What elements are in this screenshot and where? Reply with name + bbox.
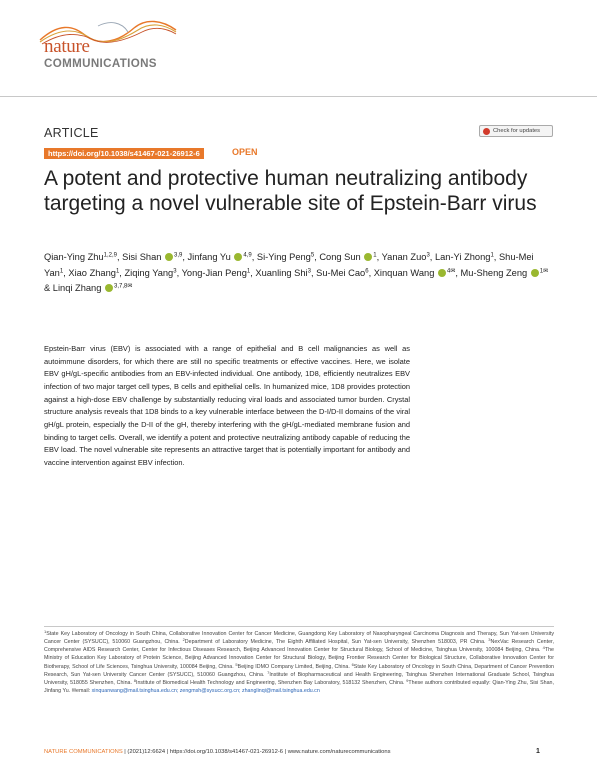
affiliation-text: State Key Laboratory of Oncology in South China, Department of Cancer Prevention Research, Sun Yat-sen University Cancer Center (SYSUCC), 510060 Guangzhou, China. (44, 663, 554, 678)
author-name-text: Yong-Jian Peng (181, 267, 247, 278)
affiliation-number: 6 (351, 661, 354, 667)
author-name-text: Xuanling Shi (255, 267, 308, 278)
footer-citation: | (2021)12:6624 | https://doi.org/10.1038/s41467-021-26912-6 | www.nature.com/naturecommunications (122, 749, 391, 755)
author-name-text: Cong Sun (319, 252, 361, 262)
page-number: 1 (536, 748, 540, 755)
author-name-text: Jinfang Yu (187, 252, 231, 262)
logo-nature-text: nature (44, 36, 90, 57)
check-updates-icon (483, 128, 490, 135)
orcid-icon[interactable] (234, 253, 242, 261)
check-for-updates-button[interactable] (479, 125, 553, 137)
affiliation-text: Department of Laboratory Medicine, The Eighth Affiliated Hospital, Sun Yat-sen University, Shenzhen 518003, PR China. (184, 639, 489, 646)
author-name-text: Lan-Yi Zhong (434, 252, 491, 262)
author-name[interactable] (44, 252, 117, 262)
page-footer (44, 749, 390, 755)
orcid-icon[interactable] (165, 253, 173, 261)
author-affiliation-sup: 6 (365, 268, 369, 274)
affiliation-number: 2 (182, 637, 185, 643)
affiliation-text: These authors contributed equally: Qian-Ying Zhu, Sisi Shan, Jinfang Yu. (44, 679, 554, 695)
affiliation-number: 5 (235, 661, 238, 667)
author-name-text: Shu-Mei Yan (44, 252, 534, 278)
author-affiliation-sup: 1 (115, 268, 120, 274)
author-name-text: Sisi Shan (122, 252, 162, 262)
author-name[interactable] (53, 283, 133, 293)
author-affiliation-sup: 3 (426, 252, 430, 259)
open-access-label: OPEN (232, 147, 258, 157)
author-list: Qian-Ying Zhu$^{1,2,9}$, Sisi Shan $^{3,9}$, Jinfang Yu $^{4,9}$, Si-Ying Peng$^5$, Cong Sun $^1$, Yanan Zuo$^3$, Lan-Yi Zhong$^1$, Shu-Mei Yan$^1$, Xiao Zhang$^1$, Ziqing Yang$^3$, Yong-Jian Peng$^1$, Xuanling Shi$^3$, Su-Mei Cao$^6$, Xinquan Wang $^{4✉}$, Mu-Sheng Zeng $^{1✉}$ & Linqi Zhang $^{3,7,8✉}$ (44, 252, 549, 293)
author-name[interactable] (382, 252, 430, 262)
author-name[interactable] (319, 252, 376, 262)
affiliation-text: State Key Laboratory of Oncology in South China, Collaborative Innovation Center for Cancer Medicine, Guangdong Key Laboratory of Nasopharyngeal Carcinoma Diagnosis and Therapy, Sun Yat-sen University Cancer Center (SYSUCC), 510060 Guangzhou, China. (44, 631, 554, 646)
author-affiliation-sup: 3 (307, 268, 311, 274)
article-type-label: ARTICLE (44, 126, 99, 140)
footer-journal-name: NATURE COMMUNICATIONS (44, 749, 123, 755)
author-affiliation-sup: 1 (373, 252, 377, 259)
author-name-text: Yanan Zuo (381, 252, 427, 262)
author-name[interactable] (435, 252, 494, 262)
logo-communications-text: COMMUNICATIONS (44, 57, 157, 70)
author-affiliation-sup: 3,9 (174, 252, 183, 259)
author-affiliation-sup: 1 (59, 268, 64, 274)
orcid-icon[interactable] (531, 269, 539, 277)
affiliation-text: NexVac Research Center, Comprehensive AIDS Research Center, Center for Infectious Diseases Research, Beijing Advanced Innovation Center for Structural Biology, School of Medicine, Tsinghua University, 100084 Beijing, China. (44, 639, 554, 654)
check-updates-label: Check for updates (493, 128, 541, 134)
author-name-text: Xinquan Wang (373, 267, 435, 278)
article-title: A potent and protective human neutralizing antibody targeting a novel vulnerable site of Epstein-Barr virus (44, 167, 537, 215)
author-name[interactable] (188, 252, 252, 262)
author-name[interactable] (124, 268, 176, 278)
affiliation-text: Beijing IDMO Company Limited, Beijing, China. (237, 663, 352, 670)
affiliations-divider (44, 626, 554, 627)
email-prefix: ✉email: (71, 688, 92, 695)
affiliation-text: Institute of Biopharmaceutical and Health Engineering, Tsinghua Shenzhen International Graduate School, Tsinghua University, 518055 Shenzhen, China. (44, 671, 554, 686)
affiliations (44, 630, 554, 695)
author-name-text: Ziqing Yang (124, 267, 174, 278)
affiliation-text: The Ministry of Education Key Laboratory of Protein Science, Beijing Advanced Innovation Center for Structural Biology, Beijing Frontier Research Center for Biological Structure, Collaborative Innovation Center for Biotherapy, School of Life Sciences, Tsinghua University, 100084 Beijing, China. (44, 647, 554, 670)
author-name[interactable] (255, 268, 311, 278)
doi-link[interactable]: https://doi.org/10.1038/s41467-021-26912-6 (44, 148, 204, 159)
author-affiliation-sup: 1✉ (539, 268, 549, 274)
author-name-text: Su-Mei Cao (316, 267, 366, 278)
author-name[interactable] (68, 268, 119, 278)
author-affiliation-sup: 1 (246, 268, 251, 274)
author-name[interactable] (257, 252, 314, 262)
affiliation-number: 4 (542, 645, 545, 651)
author-affiliation-sup: 3,7,8✉ (113, 283, 133, 290)
author-name-text: Qian-Ying Zhu (44, 252, 104, 262)
affiliation-number: 7 (267, 669, 270, 675)
author-name[interactable] (182, 268, 251, 278)
affiliation-number: 9 (406, 677, 409, 683)
author-name[interactable] (122, 252, 182, 262)
author-affiliation-sup: 3 (173, 268, 177, 274)
orcid-icon[interactable] (364, 253, 372, 261)
author-name[interactable] (316, 268, 368, 278)
abstract: Epstein-Barr virus (EBV) is associated with a range of epithelial and B cell malignancies as well as autoimmune disorders, for which there are still no specific treatments or effective vaccines. Here, we isolate EBV gH/gL-specific antibodies from an EBV-infected individual. One antibody, 1D8, efficiently neutralizes EBV infection of two major target cell types, B cells and epithelial cells. In humanized mice, 1D8 provides protection against a high-dose EBV challenge by substantially reducing viral loads and associated tumor burden. Crystal structure analysis reveals that 1D8 binds to a key vulnerable interface between the D-I/D-II domains of the viral gH/gL protein, especially the D-II of the gH, thereby interfering with the gH/gL-mediated membrane fusion and binding to target cells. Overall, we identify a potent and protective neutralizing antibody capable of reducing the EBV load. The novel vulnerable site represents an attractive target that is potentially important for antibody and vaccine intervention against EBV infection. (44, 344, 410, 467)
affiliation-number: 8 (133, 677, 136, 683)
author-name-text: Linqi Zhang (52, 283, 102, 293)
author-affiliation-sup: 1,2,9 (103, 252, 117, 259)
affiliation-text: Institute of Biomedical Health Technology and Engineering, Shenzhen Bay Laboratory, 518132 Shenzhen, China. (135, 679, 407, 686)
author-affiliation-sup: 1 (490, 252, 494, 259)
author-name-text: Mu-Sheng Zeng (460, 267, 528, 278)
orcid-icon[interactable] (438, 269, 446, 277)
orcid-icon[interactable] (105, 284, 113, 292)
author-affiliation-sup: 5 (310, 252, 315, 259)
author-name[interactable] (374, 268, 456, 278)
affiliation-number: 3 (488, 637, 491, 643)
corresponding-emails[interactable]: xinquanwang@mail.tsinghua.edu.cn; zengmsh@sysucc.org.cn; zhanglinqi@mail.tsinghua.edu.cn (91, 688, 320, 695)
author-affiliation-sup: 4✉ (446, 268, 456, 274)
author-name-text: Xiao Zhang (68, 267, 116, 278)
header-divider (0, 96, 597, 97)
affiliation-number: 1 (44, 629, 47, 634)
author-affiliation-sup: 4,9 (243, 252, 252, 259)
author-name-text: Si-Ying Peng (256, 252, 311, 262)
author-name[interactable] (461, 268, 549, 278)
